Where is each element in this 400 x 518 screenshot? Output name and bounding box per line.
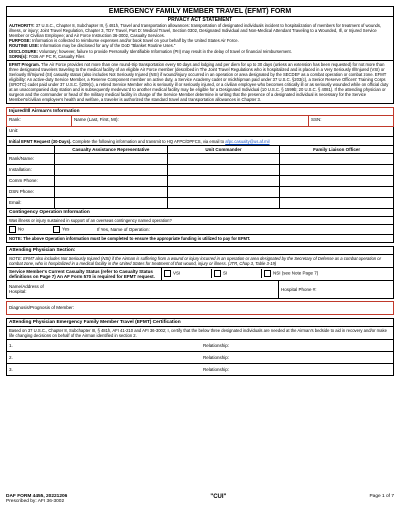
disclosure-text: Voluntary; however, failure to provide Personally Identifiable Information (PII) may result in the delay of travel or financial reimbursement. [39, 48, 292, 54]
physician-section-title: Attending Physician Section: [6, 246, 394, 255]
disclosure-label: DISCLOSURE: [9, 48, 38, 54]
designee-1-relationship-label: Relationship: [203, 342, 230, 348]
si-label: SI [223, 270, 228, 276]
hospital-field[interactable] [7, 281, 279, 298]
page-number: Page 1 of 7 [369, 494, 394, 499]
hospital-phone-field[interactable] [279, 281, 393, 298]
row-label-rank-name: Rank/Name: [7, 154, 55, 165]
contacts-col-car: Casualty Assistance Representative [55, 146, 168, 154]
row-label-email: Email: [7, 198, 55, 208]
ssn-field[interactable] [309, 116, 393, 126]
designee-1-relationship-field[interactable] [201, 342, 393, 349]
certification-text: Based on 37 U.S.C., Chapter 8, Subchapter III, § 481h, AFI 41-210 and AFI 36-3002; I, certify that the below three designated individuals are needed at the Airman's bedside to aid in recovery and/or make life changing decisions on behalf of the Airman identified in section 2. [6, 327, 394, 340]
privacy-header: PRIVACY ACT STATEMENT [167, 17, 233, 23]
privacy-act-statement [6, 17, 394, 61]
sorn-label: SORN(s): [9, 53, 28, 59]
authority-label: AUTHORITY: [9, 23, 35, 29]
contacts-col-blank [7, 146, 55, 154]
diagnosis-label: Diagnosis/Prognosis of Member: [9, 305, 75, 311]
car-email-input[interactable] [55, 198, 168, 208]
car-rank-name-input[interactable] [55, 154, 168, 165]
flo-comm-phone-input[interactable] [280, 176, 393, 187]
car-installation-input[interactable] [55, 165, 168, 176]
efmt-program-label: EFMT Program. [9, 61, 40, 67]
airman-section-title: Injured/Ill Airman's Information [6, 107, 394, 116]
car-dsn-phone-input[interactable] [55, 187, 168, 198]
rank-field[interactable] [7, 116, 72, 126]
hospital-phone-label: Hospital Phone #: [281, 286, 317, 292]
authority-paragraph [9, 23, 391, 38]
designee-3-number: 3. [9, 366, 13, 372]
request-text: Complete the following information and transmit to HQ AFPC/DPFCS, via email to [72, 138, 225, 144]
operation-name-field[interactable] [95, 226, 393, 233]
designee-3-relationship-field[interactable] [201, 366, 393, 373]
vsi-checkbox[interactable] [164, 270, 171, 277]
row-label-comm-phone: Comm Phone: [7, 176, 55, 187]
contacts-table [6, 146, 394, 209]
sorn-paragraph [9, 54, 391, 59]
contingency-no-option[interactable] [7, 225, 51, 234]
certification-entry-3 [6, 364, 394, 376]
flo-email-input[interactable] [280, 198, 393, 208]
cc-rank-name-input[interactable] [168, 154, 281, 165]
contingency-question: Was illness or injury sustained in support of an overseas contingency named operation? [6, 217, 394, 225]
designee-2-name-field[interactable] [7, 354, 201, 361]
status-vsi-option[interactable] [162, 269, 212, 278]
designee-3-relationship-label: Relationship: [203, 366, 230, 372]
hospital-row [6, 281, 394, 299]
airman-row [6, 116, 394, 127]
form-id: DAF FORM 4455, 20221206 [6, 494, 68, 499]
unit-field[interactable] [7, 127, 393, 136]
routine-use-label: ROUTINE USE: [9, 43, 40, 49]
name-label: Name (Last, First, MI): [74, 116, 119, 122]
nsi-checkbox[interactable] [264, 270, 271, 277]
designee-2-relationship-label: Relationship: [203, 354, 230, 360]
operation-name-label: If Yes, Name of Operation: [97, 226, 150, 232]
diagnosis-field[interactable] [7, 302, 393, 314]
contingency-yes-label: Yes [62, 226, 70, 232]
unit-row [6, 127, 394, 137]
vsi-label: VSI [173, 270, 181, 276]
contingency-yes-checkbox[interactable] [53, 226, 60, 233]
unit-label: Unit: [9, 127, 19, 133]
contingency-no-label: No [18, 226, 24, 232]
request-instructions [6, 137, 394, 146]
contingency-section-title: Contingency Operation Information [6, 209, 394, 217]
cc-comm-phone-input[interactable] [168, 176, 281, 187]
afpc-email-link[interactable]: afpc.casualty@us.af.mil [225, 138, 270, 144]
efmt-program-text: The Air Force provides not more than one round-trip transportation every 60 days and lodging and per diem for up to 30 days (unless an extension has been requested) for not more than three designated travelers traveling to the medical facility of an eligible Air Force member (described in The Joint Travel Regulations who is hospitalized and is placed in a Very Seriously Ill/Injured (VSI) or Seriously Ill/Injured (SI) casualty status (also includes Not Seriously Injured (NSI) if wound/injury occurred in an operation or area designated by the SECDEF as a combat operation or combat zone. EFMT eligibility: An active-duty Service Member, a Reserve Component member on active duty, a Service Academy cadet or midshipman paid under 37 U.S.C. §203(c), a Senior Reserve Officers' Training Corps (SROTC) cadet paid under 37 U.S.C. §209(c), a retired Service Member who is seriously ill or seriously injured, or a civilian employee who becomes critically ill or as seriously wounded while on official duty at an unaccompanied duty station and is subsequently medevac'd to another medical facility may be eligible for a Designated Individual (10 U.S.C. § 1599b; 20 U.S.C. § 4081). If the attending physician or surgeon and the commander or head of the military medical facility in charge of the Service Member determine in writing that the presence of a designated individual is necessary for the Service Member's/civilian employee's health and welfare, a traveler is authorized the standard travel and transportation allowances in Chapter 3. [9, 61, 389, 102]
name-field[interactable] [72, 116, 309, 126]
si-checkbox[interactable] [214, 270, 221, 277]
car-comm-phone-input[interactable] [55, 176, 168, 187]
casualty-status-label: Service Member's Current Casualty Status (refer to Casualty Status definitions on Page 7) An AF Form 570 is required for EFMT request. [7, 268, 162, 280]
casualty-status-row [6, 268, 394, 281]
purpose-label: PURPOSE: [9, 38, 31, 44]
physician-note: NOTE: EFMT also includes Not Seriously Injured (NSI) if the Airman is suffering from a wound or injury incurred in an operation or area designated by the Secretary of Defense as a combat operation or combat zone, who is hospitalized in a medical facility in the United States for treatment of that wound, injury or illness. (JTR, Chap 3, Table 3-19) [6, 255, 394, 268]
designee-1-number: 1. [9, 342, 13, 348]
designee-2-relationship-field[interactable] [201, 354, 393, 361]
cc-email-input[interactable] [168, 198, 281, 208]
form-page [6, 6, 394, 376]
footer-left [6, 494, 67, 504]
certification-entry-1 [6, 340, 394, 352]
cc-dsn-phone-input[interactable] [168, 187, 281, 198]
prescribed-by: Prescribed by: AFI 36-3002 [6, 499, 65, 504]
request-label: Initial EFMT Request (30-Days). [9, 138, 72, 144]
form-title: EMERGENCY FAMILY MEMBER TRAVEL (EFMT) FORM [6, 6, 394, 17]
contacts-col-commander: Unit Commander [168, 146, 281, 154]
contingency-yes-option[interactable] [51, 225, 95, 234]
efmt-program-box [6, 61, 394, 104]
designee-1-name-field[interactable] [7, 342, 201, 349]
ssn-label: SSN: [311, 116, 322, 122]
rank-label: Rank: [9, 116, 21, 122]
nsi-label: NSI (see Note Page 7) [273, 270, 319, 276]
cui-marking: "CUI" [210, 494, 227, 500]
flo-rank-name-input[interactable] [280, 154, 393, 165]
routine-use-text: Information may be disclosed for any of the DoD "Blanket Routine Uses." [40, 43, 176, 49]
certification-section-title: Attending Physician Emergency Family Member Travel (EFMT) Certification [6, 318, 394, 327]
contacts-col-flo: Family Liaison Officer [280, 146, 393, 154]
authority-text: 37 U.S.C., Chapter 8, Subchapter III, § 481h, Travel and transportation allowances: transportation of designated individuals incident to hospitalization of members for treatment of wounds, illness, or injury; Joint Travel Regulation, Chapter 3, TDY Travel, Part D: Medical Travel, Section 0302, Designated Individual and Non-Medical Attendant Traveling to a Wounded, Ill, or Injured Service Member or Civilian Employee; and Air Force Instruction 36-3002, Casualty Services. [9, 23, 382, 39]
contingency-answer-row [6, 225, 394, 235]
certification-entry-2 [6, 352, 394, 364]
row-label-dsn-phone: DSN Phone: [7, 187, 55, 198]
status-si-option[interactable] [212, 269, 262, 278]
row-label-installation: Installation: [7, 165, 55, 176]
flo-installation-input[interactable] [280, 165, 393, 176]
flo-dsn-phone-input[interactable] [280, 187, 393, 198]
contingency-note: NOTE: The above Operation information must be completed to ensure the appropriate funding is utilized to pay for EFMT. [6, 235, 394, 243]
contingency-no-checkbox[interactable] [9, 226, 16, 233]
form-footer [6, 494, 394, 504]
purpose-text: Information is collected to reimburse expenses and/or book travel on your behalf by the United States Air Force. [32, 38, 239, 44]
designee-2-number: 2. [9, 354, 13, 360]
status-nsi-option[interactable] [262, 269, 393, 278]
sorn-text: F036 AF PC R, Casualty Files [28, 53, 85, 59]
cc-installation-input[interactable] [168, 165, 281, 176]
designee-3-name-field[interactable] [7, 366, 201, 373]
diagnosis-row [6, 301, 394, 315]
hospital-label: Name/Address of Hospital: [9, 284, 44, 295]
